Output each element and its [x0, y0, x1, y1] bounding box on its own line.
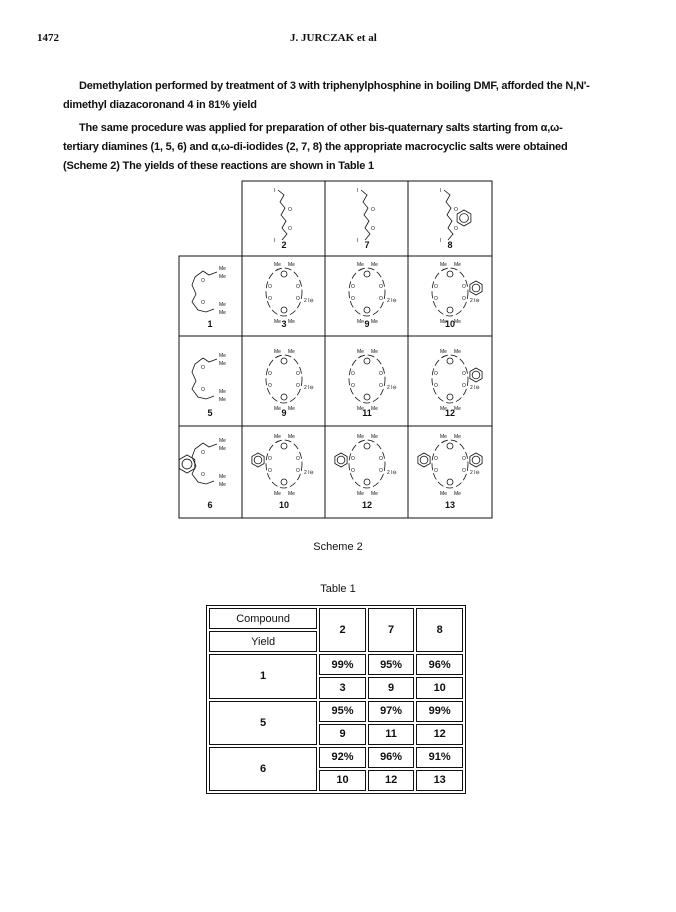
aromatic-circle — [472, 284, 480, 292]
atom-label-me: Me — [454, 349, 461, 355]
atom-label-me: Me — [440, 349, 447, 355]
aromatic-circle — [182, 459, 192, 469]
product-cell: 10 — [319, 770, 366, 791]
atom-label-o: O — [454, 226, 458, 232]
ammonium-charge — [281, 443, 287, 449]
yield-cell: 99% — [416, 701, 463, 722]
atom-label-me: Me — [357, 349, 364, 355]
paragraph-line: dimethyl diazacoronand 4 in 81% yield — [63, 99, 257, 111]
atom-label-me: Me — [440, 434, 447, 440]
atom-label-o: O — [288, 207, 292, 213]
atom-label-me: Me — [371, 434, 378, 440]
atom-label-o: O — [434, 284, 438, 290]
atom-label-o: O — [351, 456, 355, 462]
atom-label-o: O — [268, 383, 272, 389]
chain-line — [361, 190, 370, 240]
yield-cell: 97% — [368, 701, 415, 722]
atom-label-o: O — [434, 296, 438, 302]
ammonium-charge — [281, 271, 287, 277]
atom-label-o: O — [268, 456, 272, 462]
atom-label-me: Me — [454, 262, 461, 268]
atom-label-me: Me — [274, 262, 281, 268]
macrocycle-ring — [432, 440, 468, 488]
aromatic-circle — [472, 371, 480, 379]
atom-label-me: Me — [357, 434, 364, 440]
atom-label-o: O — [201, 450, 205, 456]
atom-label-me: Me — [219, 482, 226, 488]
atom-label-o: O — [379, 468, 383, 474]
atom-label-me: Me — [288, 434, 295, 440]
ammonium-charge — [447, 394, 453, 400]
scheme-caption: Scheme 2 — [313, 541, 363, 553]
ammonium-charge — [281, 307, 287, 313]
atom-label-me: Me — [274, 349, 281, 355]
atom-label-o: O — [351, 383, 355, 389]
benzene-ring — [418, 453, 430, 467]
atom-label-me: Me — [371, 406, 378, 412]
atom-label-o: O — [379, 296, 383, 302]
running-head: J. JURCZAK et al — [290, 32, 377, 44]
atom-label-me: Me — [219, 474, 226, 480]
ammonium-charge — [281, 358, 287, 364]
page-number: 1472 — [37, 32, 59, 44]
atom-label-i: I — [357, 238, 359, 244]
atom-label-me: Me — [454, 406, 461, 412]
atom-label-me: Me — [371, 491, 378, 497]
column-header-7: 7 — [368, 608, 415, 652]
counter-ion-label: 2 I⊖ — [387, 385, 397, 391]
atom-label-me: Me — [219, 310, 226, 316]
atom-label-o: O — [296, 296, 300, 302]
atom-label-me: Me — [288, 349, 295, 355]
ammonium-charge — [364, 479, 370, 485]
atom-label-o: O — [201, 278, 205, 284]
aromatic-circle — [420, 456, 428, 464]
yield-cell: 95% — [368, 654, 415, 675]
row-compound-5: 5 — [209, 701, 317, 745]
atom-label-o: O — [434, 456, 438, 462]
paragraph-line: Demethylation performed by treatment of 3 with triphenylphosphine in boiling DMF, afforded the N,N'- — [79, 80, 590, 92]
atom-label-me: Me — [219, 353, 226, 359]
atom-label-o: O — [351, 296, 355, 302]
atom-label-me: Me — [454, 491, 461, 497]
product-cell: 11 — [368, 724, 415, 745]
atom-label-o: O — [462, 284, 466, 290]
yield-cell: 91% — [416, 747, 463, 768]
counter-ion-label: 2 I⊖ — [304, 385, 314, 391]
atom-label-o: O — [268, 468, 272, 474]
product-label: 11 — [362, 408, 372, 418]
atom-label-me: Me — [371, 319, 378, 325]
atom-label-o: O — [454, 207, 458, 213]
product-label: 9 — [364, 319, 370, 329]
ammonium-charge — [364, 394, 370, 400]
atom-label-o: O — [296, 468, 300, 474]
product-cell: 9 — [368, 677, 415, 698]
product-cell: 3 — [319, 677, 366, 698]
product-label: 9 — [281, 408, 287, 418]
atom-label-me: Me — [357, 262, 364, 268]
yield-cell: 95% — [319, 701, 366, 722]
product-cell: 10 — [416, 677, 463, 698]
ammonium-charge — [281, 479, 287, 485]
macrocycle-ring — [266, 355, 302, 403]
aromatic-circle — [254, 456, 262, 464]
row-compound-6: 6 — [209, 747, 317, 791]
atom-label-me: Me — [274, 319, 281, 325]
atom-label-o: O — [379, 284, 383, 290]
atom-label-o: O — [462, 456, 466, 462]
atom-label-me: Me — [219, 389, 226, 395]
atom-label-me: Me — [288, 491, 295, 497]
counter-ion-label: 2 I⊖ — [304, 298, 314, 304]
yield-table — [206, 605, 466, 794]
diamine-label-6: 6 — [207, 500, 213, 510]
atom-label-o: O — [268, 296, 272, 302]
counter-ion-label: 2 I⊖ — [470, 385, 480, 391]
diiodide-label-2: 2 — [281, 240, 287, 250]
chain-line — [444, 190, 453, 240]
atom-label-o: O — [201, 387, 205, 393]
ammonium-charge — [364, 358, 370, 364]
macrocycle-ring — [432, 268, 468, 316]
atom-label-me: Me — [440, 491, 447, 497]
atom-label-o: O — [201, 472, 205, 478]
counter-ion-label: 2 I⊖ — [387, 470, 397, 476]
atom-label-i: I — [440, 188, 442, 194]
atom-label-me: Me — [288, 406, 295, 412]
column-header-8: 8 — [416, 608, 463, 652]
atom-label-o: O — [268, 371, 272, 377]
ammonium-charge — [447, 443, 453, 449]
atom-label-i: I — [274, 238, 276, 244]
benzene-ring — [457, 210, 471, 226]
atom-label-o: O — [379, 456, 383, 462]
benzene-ring — [470, 281, 482, 295]
atom-label-i: I — [357, 188, 359, 194]
counter-ion-label: 2 I⊖ — [470, 298, 480, 304]
product-label: 3 — [281, 319, 287, 329]
atom-label-me: Me — [288, 262, 295, 268]
atom-label-o: O — [288, 226, 292, 232]
atom-label-o: O — [371, 207, 375, 213]
yield-table-container — [206, 605, 466, 794]
paragraph-line: The same procedure was applied for preparation of other bis-quaternary salts starting from α,ω- — [79, 122, 563, 134]
paragraph-line: tertiary diamines (1, 5, 6) and α,ω-di-iodides (2, 7, 8) the appropriate macrocyclic salts were obtained — [63, 141, 568, 153]
macrocycle-ring — [432, 355, 468, 403]
atom-label-o: O — [296, 383, 300, 389]
atom-label-me: Me — [371, 349, 378, 355]
atom-label-me: Me — [219, 361, 226, 367]
table-caption: Table 1 — [320, 583, 356, 595]
product-label: 10 — [278, 500, 290, 510]
ammonium-charge — [364, 307, 370, 313]
counter-ion-label: 2 I⊖ — [470, 470, 480, 476]
yield-cell: 96% — [368, 747, 415, 768]
atom-label-o: O — [379, 371, 383, 377]
product-cell: 12 — [368, 770, 415, 791]
atom-label-me: Me — [219, 446, 226, 452]
counter-ion-label: 2 I⊖ — [304, 470, 314, 476]
atom-label-o: O — [379, 383, 383, 389]
atom-label-me: Me — [357, 491, 364, 497]
aromatic-circle — [472, 456, 480, 464]
atom-label-o: O — [434, 371, 438, 377]
ammonium-charge — [364, 443, 370, 449]
macrocycle-ring — [349, 268, 385, 316]
atom-label-o: O — [351, 284, 355, 290]
atom-label-me: Me — [219, 438, 226, 444]
diiodide-label-8: 8 — [447, 240, 453, 250]
atom-label-o: O — [351, 468, 355, 474]
atom-label-o: O — [434, 383, 438, 389]
chain-line — [278, 190, 287, 240]
product-label: 10 — [444, 319, 456, 329]
atom-label-o: O — [434, 468, 438, 474]
atom-label-me: Me — [371, 262, 378, 268]
yield-cell: 99% — [319, 654, 366, 675]
atom-label-me: Me — [274, 434, 281, 440]
macrocycle-ring — [349, 440, 385, 488]
ammonium-charge — [447, 307, 453, 313]
atom-label-o: O — [296, 371, 300, 377]
ammonium-charge — [447, 271, 453, 277]
atom-label-me: Me — [357, 319, 364, 325]
product-cell: 9 — [319, 724, 366, 745]
aromatic-circle — [337, 456, 345, 464]
atom-label-me: Me — [440, 406, 447, 412]
atom-label-me: Me — [219, 302, 226, 308]
atom-label-me: Me — [357, 406, 364, 412]
ammonium-charge — [447, 358, 453, 364]
header-yield: Yield — [209, 631, 317, 652]
column-header-2: 2 — [319, 608, 366, 652]
header-compound: Compound — [209, 608, 317, 629]
atom-label-me: Me — [219, 397, 226, 403]
atom-label-o: O — [462, 371, 466, 377]
yield-cell: 92% — [319, 747, 366, 768]
counter-ion-label: 2 I⊖ — [387, 298, 397, 304]
product-cell: 12 — [416, 724, 463, 745]
product-label: 12 — [444, 408, 456, 418]
product-label: 12 — [361, 500, 373, 510]
atom-label-o: O — [462, 383, 466, 389]
paragraph-line: (Scheme 2) The yields of these reactions are shown in Table 1 — [63, 160, 374, 172]
yield-cell: 96% — [416, 654, 463, 675]
atom-label-me: Me — [454, 434, 461, 440]
benzene-ring — [470, 368, 482, 382]
macrocycle-ring — [349, 355, 385, 403]
macrocycle-ring — [266, 268, 302, 316]
atom-label-me: Me — [219, 266, 226, 272]
atom-label-me: Me — [219, 274, 226, 280]
ammonium-charge — [364, 271, 370, 277]
aromatic-circle — [460, 214, 469, 223]
atom-label-o: O — [296, 284, 300, 290]
atom-label-o: O — [268, 284, 272, 290]
diiodide-label-7: 7 — [364, 240, 370, 250]
atom-label-me: Me — [440, 262, 447, 268]
product-label: 13 — [444, 500, 456, 510]
row-compound-1: 1 — [209, 654, 317, 698]
atom-label-i: I — [274, 188, 276, 194]
atom-label-me: Me — [454, 319, 461, 325]
atom-label-me: Me — [274, 491, 281, 497]
atom-label-o: O — [296, 456, 300, 462]
ammonium-charge — [281, 394, 287, 400]
atom-label-i: I — [440, 238, 442, 244]
atom-label-o: O — [462, 296, 466, 302]
benzene-ring — [252, 453, 264, 467]
macrocycle-ring — [266, 440, 302, 488]
diamine-label-1: 1 — [207, 319, 213, 329]
benzene-ring — [335, 453, 347, 467]
atom-label-o: O — [462, 468, 466, 474]
atom-label-o: O — [201, 300, 205, 306]
atom-label-me: Me — [440, 319, 447, 325]
atom-label-o: O — [371, 226, 375, 232]
ammonium-charge — [447, 479, 453, 485]
product-cell: 13 — [416, 770, 463, 791]
atom-label-o: O — [201, 365, 205, 371]
atom-label-me: Me — [274, 406, 281, 412]
benzene-ring — [179, 455, 195, 473]
atom-label-me: Me — [288, 319, 295, 325]
atom-label-o: O — [351, 371, 355, 377]
diamine-label-5: 5 — [207, 408, 213, 418]
benzene-ring — [470, 453, 482, 467]
